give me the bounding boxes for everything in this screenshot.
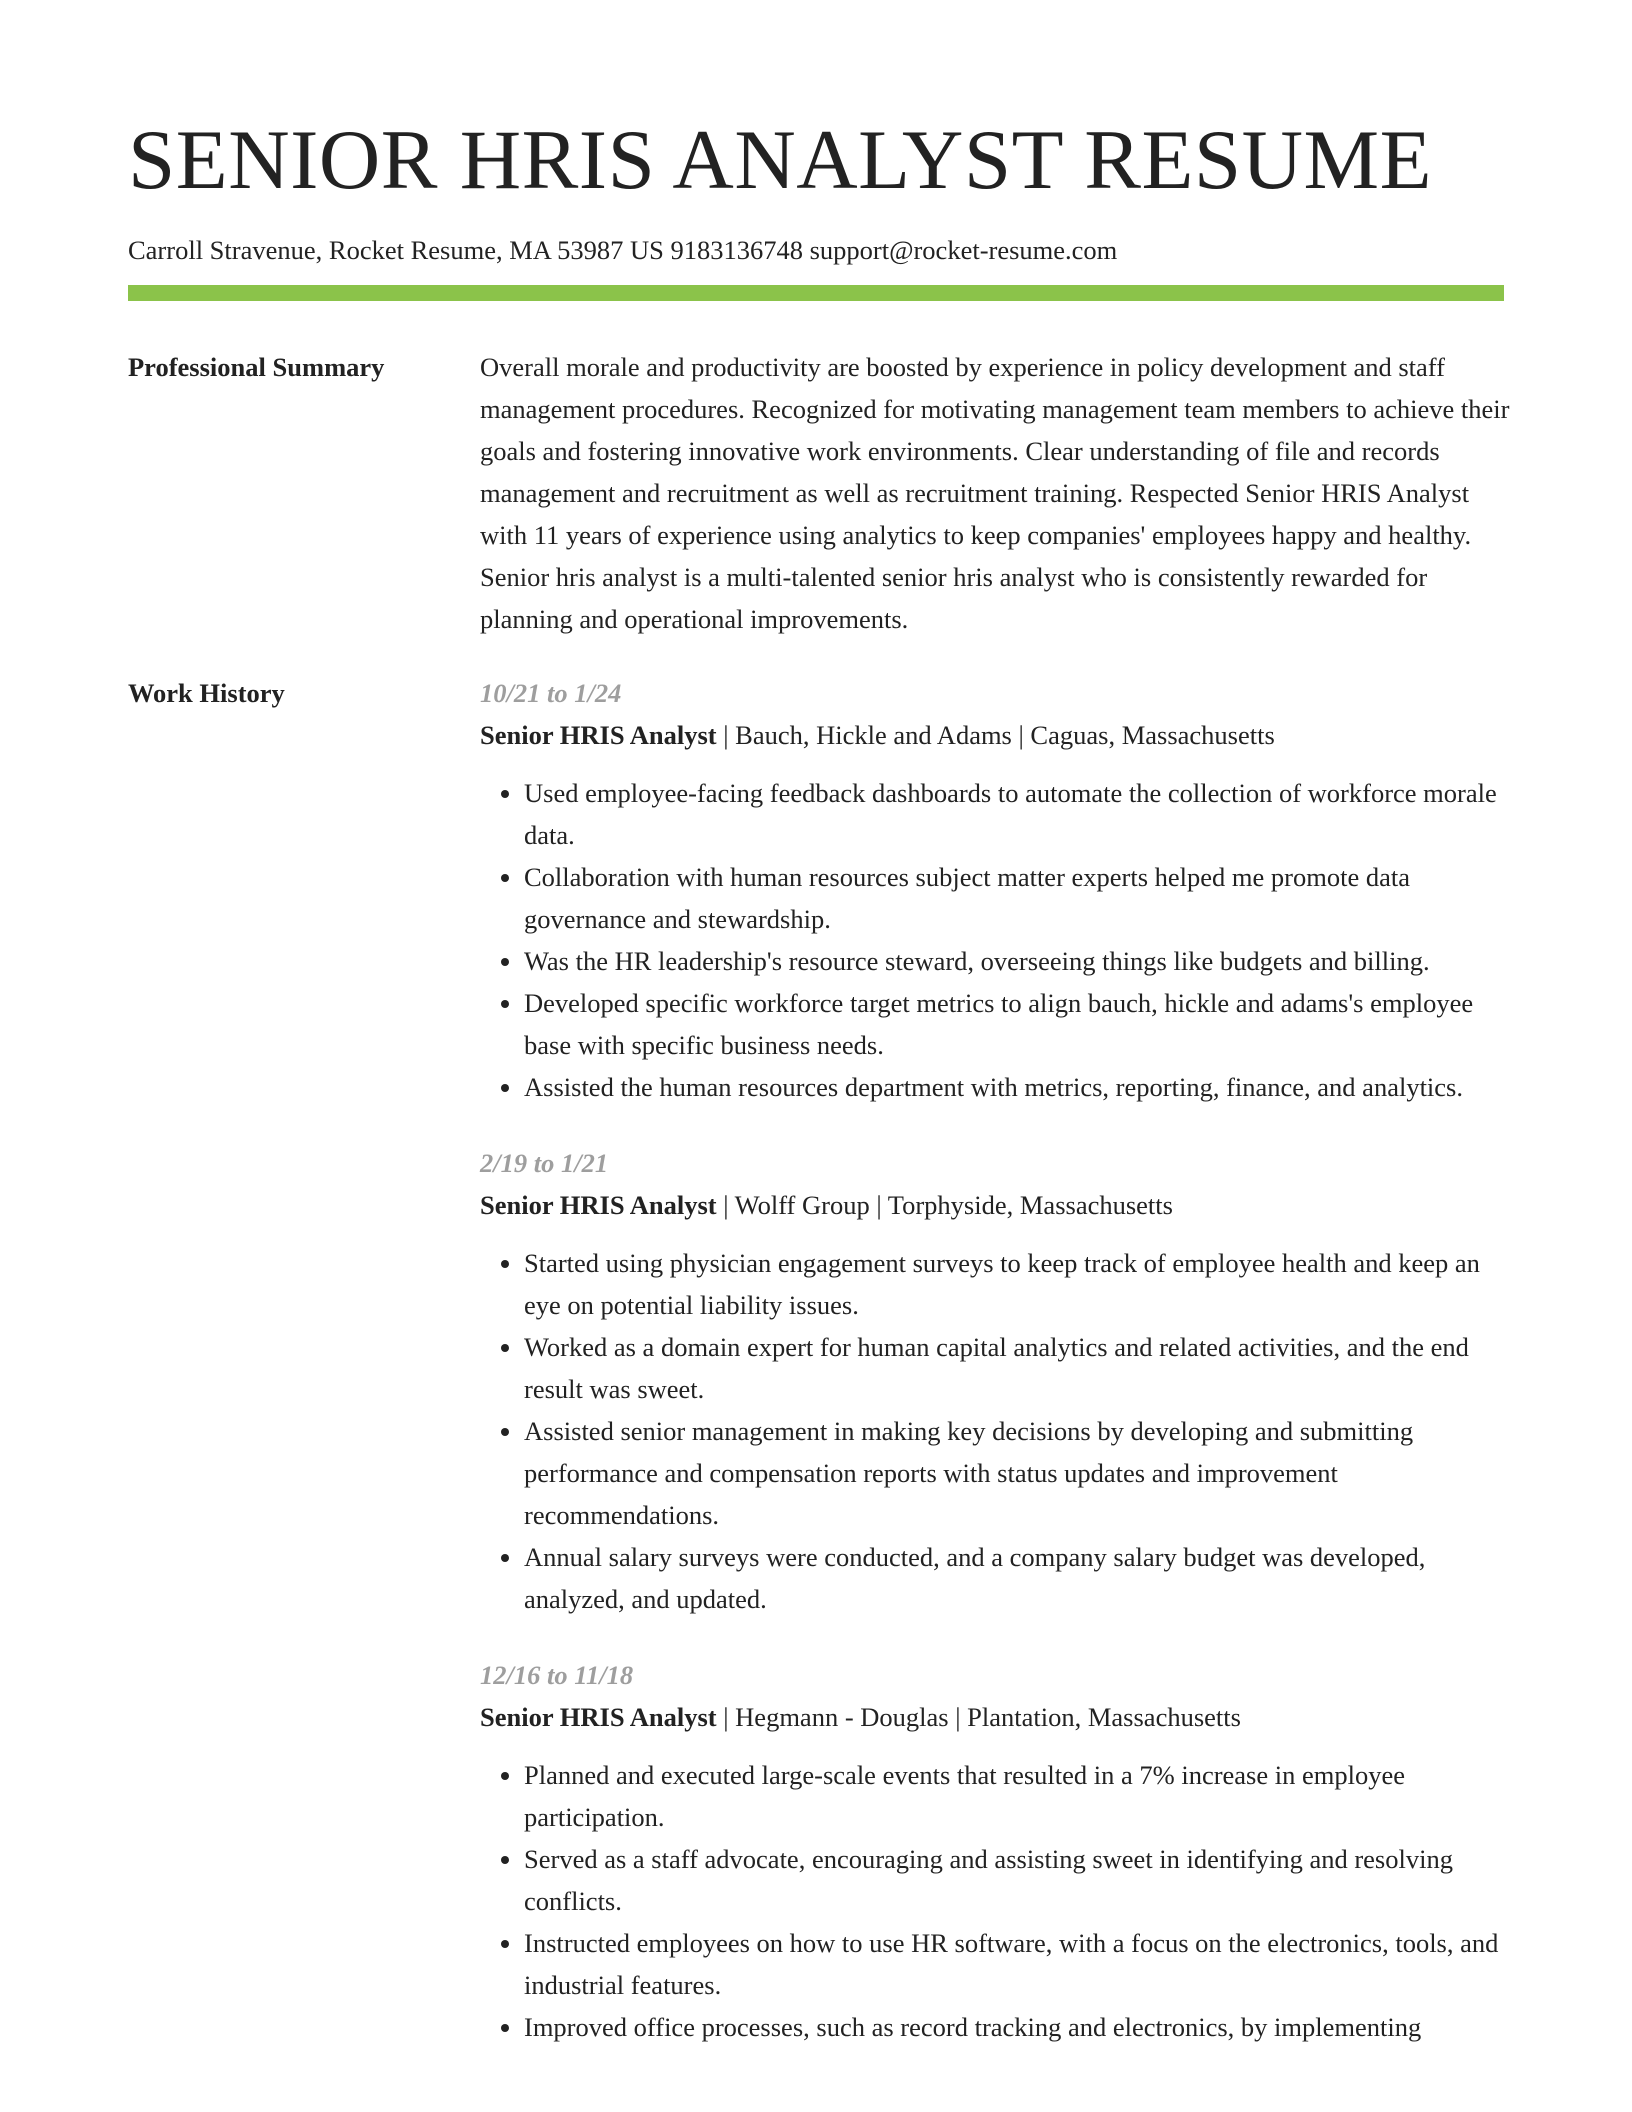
job-bullet-list bbox=[480, 772, 1510, 1108]
job-bullet: • Assisted senior management in making key decisions by developing and submitting performance and compensation reports with status updates and improvement recommendations. bbox=[524, 1410, 1510, 1536]
job-bullet: • Instructed employees on how to use HR software, with a focus on the electronics, tools, and industrial features. bbox=[524, 1922, 1510, 2006]
job-bullet-list bbox=[480, 1242, 1510, 1620]
job-bullet: • Used employee-facing feedback dashboards to automate the collection of workforce morale data. bbox=[524, 772, 1510, 856]
summary-text: Overall morale and productivity are boosted by experience in policy development and staff management procedures. Recognized for motivating management team members to achieve their goals and fostering innovative work environments. Clear understanding of file and records management and recruitment as well as recruitment training. Respected Senior HRIS Analyst with 11 years of experience using analytics to keep companies' employees happy and healthy. Senior hris analyst is a multi-talented senior hris analyst who is consistently rewarded for planning and operational improvements. bbox=[480, 352, 1510, 634]
summary-body bbox=[480, 346, 1510, 640]
job-header bbox=[480, 1184, 1510, 1226]
job-header bbox=[480, 714, 1510, 756]
work-history-body bbox=[480, 672, 1510, 2082]
accent-divider bbox=[128, 285, 1504, 301]
section-label-summary: Professional Summary bbox=[128, 352, 385, 382]
job-dates: 12/16 to 11/18 bbox=[480, 1660, 634, 1690]
job-bullet: • Planned and executed large-scale events that resulted in a 7% increase in employee participation. bbox=[524, 1754, 1510, 1838]
job-entry bbox=[480, 1142, 1510, 1620]
job-bullet: • Served as a staff advocate, encouraging and assisting sweet in identifying and resolving conflicts. bbox=[524, 1838, 1510, 1922]
job-dates: 2/19 to 1/21 bbox=[480, 1148, 609, 1178]
job-entry bbox=[480, 672, 1510, 1108]
job-bullet-list bbox=[480, 1754, 1510, 2048]
job-bullet: • Developed specific workforce target metrics to align bauch, hickle and adams's employee base with specific business needs. bbox=[524, 982, 1510, 1066]
job-dates: 10/21 to 1/24 bbox=[480, 678, 622, 708]
job-header bbox=[480, 1696, 1510, 1738]
job-bullet: • Improved office processes, such as record tracking and electronics, by implementing bbox=[524, 2006, 1510, 2048]
job-bullet: • Worked as a domain expert for human capital analytics and related activities, and the end result was sweet. bbox=[524, 1326, 1510, 1410]
job-bullet: • Started using physician engagement surveys to keep track of employee health and keep an eye on potential liability issues. bbox=[524, 1242, 1510, 1326]
job-employer-location: | Wolff Group | Torphyside, Massachusetts bbox=[716, 1190, 1173, 1220]
job-bullet: • Assisted the human resources department with metrics, reporting, finance, and analytics. bbox=[524, 1066, 1510, 1108]
job-employer-location: | Bauch, Hickle and Adams | Caguas, Massachusetts bbox=[716, 720, 1275, 750]
job-title: Senior HRIS Analyst bbox=[480, 1702, 717, 1732]
job-employer-location: | Hegmann - Douglas | Plantation, Massachusetts bbox=[716, 1702, 1241, 1732]
job-bullet: • Was the HR leadership's resource steward, overseeing things like budgets and billing. bbox=[524, 940, 1510, 982]
job-entry bbox=[480, 1654, 1510, 2048]
contact-line: Carroll Stravenue, Rocket Resume, MA 53987 US 9183136748 support@rocket-resume.com bbox=[128, 235, 1118, 265]
job-bullet: • Annual salary surveys were conducted, and a company salary budget was developed, analyzed, and updated. bbox=[524, 1536, 1510, 1620]
section-label-work-history: Work History bbox=[128, 678, 285, 708]
resume-title: SENIOR HRIS ANALYST RESUME bbox=[128, 113, 1433, 207]
job-title: Senior HRIS Analyst bbox=[480, 1190, 717, 1220]
job-title: Senior HRIS Analyst bbox=[480, 720, 717, 750]
job-bullet: • Collaboration with human resources subject matter experts helped me promote data governance and stewardship. bbox=[524, 856, 1510, 940]
